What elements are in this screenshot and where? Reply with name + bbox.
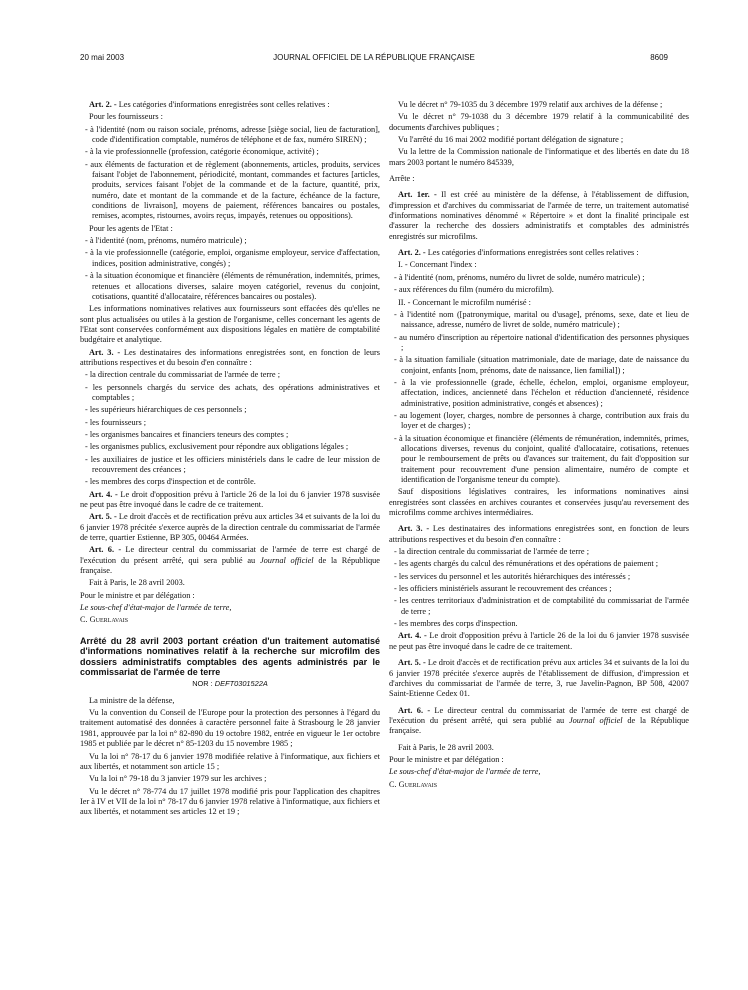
list-item: - la direction centrale du commissariat de l'armée de terre ;	[394, 547, 589, 557]
list-item: - aux références du film (numéro du microfilm).	[394, 285, 554, 295]
list-item: - les organismes publics, exclusivement pour répondre aux obligations légales ;	[85, 442, 349, 452]
ministre-line: La ministre de la défense,	[89, 695, 175, 705]
article-4-right: Art. 4. - Le droit d'opposition prévu à l'article 26 de la loi du 6 janvier 1978 susvisée ne peut pas être invoqué dans le cadre de ce traitement.	[389, 631, 690, 651]
list-item: - à la vie professionnelle (catégorie, emploi, organisme employeur, service d'affectation, indices, position administrative, congés) ;	[85, 248, 380, 268]
signature-title: Le sous-chef d'état-major de l'armée de terre,	[80, 603, 232, 613]
list-item: - à la situation familiale (situation matrimoniale, date de mariage, date de naissance du conjoint, enfants [nom, prénoms, date de naissance, lien familial]) ;	[394, 355, 689, 375]
article-1: Art. 1er. - Il est créé au ministère de la défense, à l'établissement de diffusion, d'impression et d'archives du commissariat de l'armée de terre, un traitement automatisé d'informations nominatives dénommé « Répertoire » et dont la finalité principale est d'assurer la recherche des dossiers administratifs et comptables des administrés enregistrés sur microfilms.	[389, 190, 690, 241]
list-item: - à la vie professionnelle (grade, échelle, échelon, emploi, organisme employeur, affectation, indices, ancienneté dans l'échelon et réduction d'ancienneté, résidence administrative, position administrative, congés et absences) ;	[394, 377, 689, 408]
list-item: - à la situation économique et financière (éléments de rémunération, indemnités, primes, allocations diverses, revenus du conjoint, qualité d'allocataire, cotisations, retenues pour le remboursement de prêts ou d'avances sur traitement, du fait d'opposition sur traitement pour recouvrement d'une pension alimentaire, numéro de compte et identification de l'organisme teneur du compte).	[394, 433, 689, 484]
header-date: 20 mai 2003	[80, 53, 125, 62]
fournisseurs-list	[80, 125, 380, 222]
signature-place-date-right: Fait à Paris, le 28 avril 2003.	[398, 742, 494, 752]
list-item: - les centres territoriaux d'administration et de comptabilité du commissariat de l'armée de terre ;	[394, 596, 689, 616]
visa-paragraph: Vu la loi n° 78-17 du 6 janvier 1978 modifiée relative à l'informatique, aux fichiers et aux libertés, et notamment son article 15 ;	[80, 751, 380, 771]
visas-left	[80, 708, 380, 817]
list-item: - à l'identité nom ([patronymique, marital ou d'usage], prénoms, sexe, date et lieu de naissance, adresse, numéro de livret de solde, numéro matricule) ;	[394, 309, 689, 330]
page-header	[80, 53, 668, 65]
microfilm-list	[389, 310, 689, 486]
list-item: - les membres des corps d'inspection.	[394, 619, 518, 629]
visa-paragraph: Vu la lettre de la Commission nationale de l'informatique et des libertés en date du 18 mars 2003 portant le numéro 845339,	[389, 147, 689, 167]
visa-paragraph: Vu le décret n° 79-1035 du 3 décembre 1979 relatif aux archives de la défense ;	[398, 100, 663, 109]
list-item: - la direction centrale du commissariat de l'armée de terre ;	[85, 370, 280, 380]
visa-paragraph: Vu l'arrêté du 16 mai 2002 modifié portant délégation de signature ;	[398, 135, 624, 145]
list-item: - les auxiliaires de justice et les officiers ministériels dans le cadre de leur mission de recouvrement des créances ;	[85, 454, 380, 474]
journal-title: JOURNAL OFFICIEL DE LA RÉPUBLIQUE FRANÇAISE	[273, 53, 475, 62]
article-3-right: Art. 3. - Les destinataires des informations enregistrées sont, en fonction de leurs attributions respectives et du besoin d'en connaître :	[389, 524, 690, 544]
article-6: Art. 6. - Le directeur central du commissariat de l'armée de terre est chargé de l'exécution du présent arrêté, qui sera publié au Journal officiel de la République française.	[80, 545, 380, 576]
index-heading: I. - Concernant l'index :	[398, 260, 477, 270]
retention-paragraph: Les informations nominatives relatives aux fournisseurs sont effacées dès qu'elles ne sont plus actualisées ou utiles à la gestion de l'organisme, celles concernant les agents de l'Etat sont conservées conformément aux dispositions légales en matière de comptabilité budgétaire et analytique.	[80, 304, 380, 345]
arrete-title: Arrêté du 28 avril 2003 portant création d'un traitement automatisé d'informations nominatives relatif à la recherche sur microfilm des dossiers administratifs comptables des agents administrés par le commissariat de l'armée de terre	[80, 635, 380, 678]
list-item: - à l'identité (nom ou raison sociale, prénoms, adresse [siège social, lieu de facturation], code d'identification comptable, numéros de téléphone et de fax, numéro SIREN) ;	[85, 124, 380, 145]
article-3: Art. 3. - Les destinataires des informations enregistrées sont, en fonction de leurs attributions respectives et du besoin d'en connaître :	[80, 347, 381, 367]
list-item: - les fournisseurs ;	[85, 417, 147, 427]
arrete-heading: Arrête :	[389, 174, 415, 184]
article-4: Art. 4. - Le droit d'opposition prévu à l'article 26 de la loi du 6 janvier 1978 susvisée ne peut pas être invoqué dans le cadre de ce traitement.	[80, 489, 381, 510]
visas-right	[389, 100, 689, 168]
left-column	[80, 100, 380, 820]
article-6-right: Art. 6. - Le directeur central du commissariat de l'armée de terre est chargé de l'exécution du présent arrêté, qui sera publié au Journal officiel de la République française.	[389, 705, 689, 736]
article-2: Art. 2. - Les catégories d'informations enregistrées sont celles relatives :	[89, 100, 330, 109]
visa-paragraph: Vu la convention du Conseil de l'Europe pour la protection des personnes à l'égard du traitement automatisé des données à caractère personnel faite à Strasbourg le 28 janvier 1981, approuvée par la loi n° 82-890 du 19 octobre 1982, entrée en vigueur le 1er octobre 1985 et publiée par le décret n° 85-1203 du 15 novembre 1985 ;	[80, 708, 380, 749]
destinataires-list	[80, 370, 380, 487]
list-item: - les personnels chargés du service des achats, des opérations administratives et comptables ;	[85, 382, 380, 402]
article-5-right: Art. 5. - Le droit d'accès et de rectification prévu aux articles 34 et suivants de la loi du 6 janvier 1978 précitée s'exerce auprès de l'établissement de diffusion, d'impression et d'archives du commissariat de l'armée de terre, 3, rue Javelin-Pagnon, BP 508, 42007 Saint-Etienne Cedex 01.	[389, 658, 689, 699]
signature-place-date: Fait à Paris, le 28 avril 2003.	[89, 578, 185, 588]
list-item: - à l'identité (nom, prénoms, numéro du livret de solde, numéro matricule) ;	[394, 272, 645, 282]
signatory-right: C. Guerlavais	[389, 779, 438, 789]
signatory: C. Guerlavais	[80, 615, 129, 625]
list-item: - à l'identité (nom, prénoms, numéro matricule) ;	[85, 236, 247, 246]
fournisseurs-heading: Pour les fournisseurs :	[89, 112, 163, 122]
list-item: - les services du personnel et les autorités hiérarchiques des intéressés ;	[394, 571, 631, 581]
list-item: - à la vie professionnelle (profession, catégorie économique, activité) ;	[85, 147, 319, 157]
list-item: - aux éléments de facturation et de règlement (abonnements, articles, produits, services faisant l'objet de l'abonnement, périodicité, montant, commandes et factures [articles, produits, services faisant l'objet de la commande et de la facture, quantité, prix, numéro, date et montant de la commande et de la facture, échéance de la facture, conditions de livraison], moyens de paiement, références bancaires ou postales, remises, acomptes, ristournes, avoirs reçus, impayés, retenues ou oppositions).	[85, 159, 380, 221]
signature-title-right: Le sous-chef d'état-major de l'armée de terre,	[389, 767, 541, 777]
list-item: - à la situation économique et financière (éléments de rémunération, indemnités, primes, retenues et allocations diverses, salaire moyen catégoriel, revenus du conjoint, cotisations, quantité d'allocataire, références bancaires ou postales).	[85, 271, 380, 301]
visa-paragraph: Vu la loi n° 79-18 du 3 janvier 1979 sur les archives ;	[89, 774, 267, 784]
list-item: - les officiers ministériels assurant le recouvrement des créances ;	[394, 584, 612, 594]
list-item: - les organismes bancaires et financiers teneurs des comptes ;	[85, 429, 289, 439]
agents-heading: Pour les agents de l'Etat :	[89, 223, 173, 233]
list-item: - les agents chargés du calcul des rémunérations et des opérations de paiement ;	[394, 559, 659, 569]
nor-reference: NOR : DEFT0301522A	[192, 679, 268, 689]
page-number: 8609	[650, 53, 668, 62]
visa-paragraph: Vu le décret n° 78-774 du 17 juillet 1978 modifié pris pour l'application des chapitres Ier à IV et VII de la loi n° 78-17 du 6 janvier 1978 relative à l'informatique, aux fichiers et aux libertés, et notamment ses articles 12 et 19 ;	[80, 786, 380, 817]
signature-pour: Pour le ministre et par délégation :	[80, 590, 195, 600]
list-item: - au logement (loyer, charges, nombre de personnes à charge, contribution aux frais du loyer et de charges) ;	[394, 410, 689, 431]
list-item: - les membres des corps d'inspection et de contrôle.	[85, 477, 256, 487]
list-item: - au numéro d'inscription au répertoire national d'identification des personnes physiques ;	[394, 332, 689, 352]
article-2-right: Art. 2. - Les catégories d'informations enregistrées sont celles relatives :	[398, 248, 639, 258]
list-item: - les supérieurs hiérarchiques de ces personnels ;	[85, 405, 247, 415]
visa-paragraph: Vu le décret n° 79-1038 du 3 décembre 1979 relatif à la communicabilité des documents d'archives publiques ;	[389, 112, 689, 132]
index-list	[389, 273, 689, 296]
agents-list	[80, 236, 380, 302]
article-5: Art. 5. - Le droit d'accès et de rectification prévu aux articles 34 et suivants de la loi du 6 janvier 1978 précitée s'exerce auprès de la direction centrale du commissariat de l'armée de terre, quartier Estienne, BP 305, 00464 Armées.	[80, 512, 380, 543]
signature-pour-right: Pour le ministre et par délégation :	[389, 754, 504, 764]
destinataires-list-right	[389, 547, 689, 629]
microfilm-heading: II. - Concernant le microfilm numérisé :	[398, 297, 531, 307]
right-column	[389, 100, 689, 792]
sauf-paragraph: Sauf dispositions législatives contraires, les informations nominatives ainsi enregistrées sont classées en archives courantes et conservées jusqu'au reversement des microfilms comme archives intermédiaires.	[389, 487, 689, 518]
